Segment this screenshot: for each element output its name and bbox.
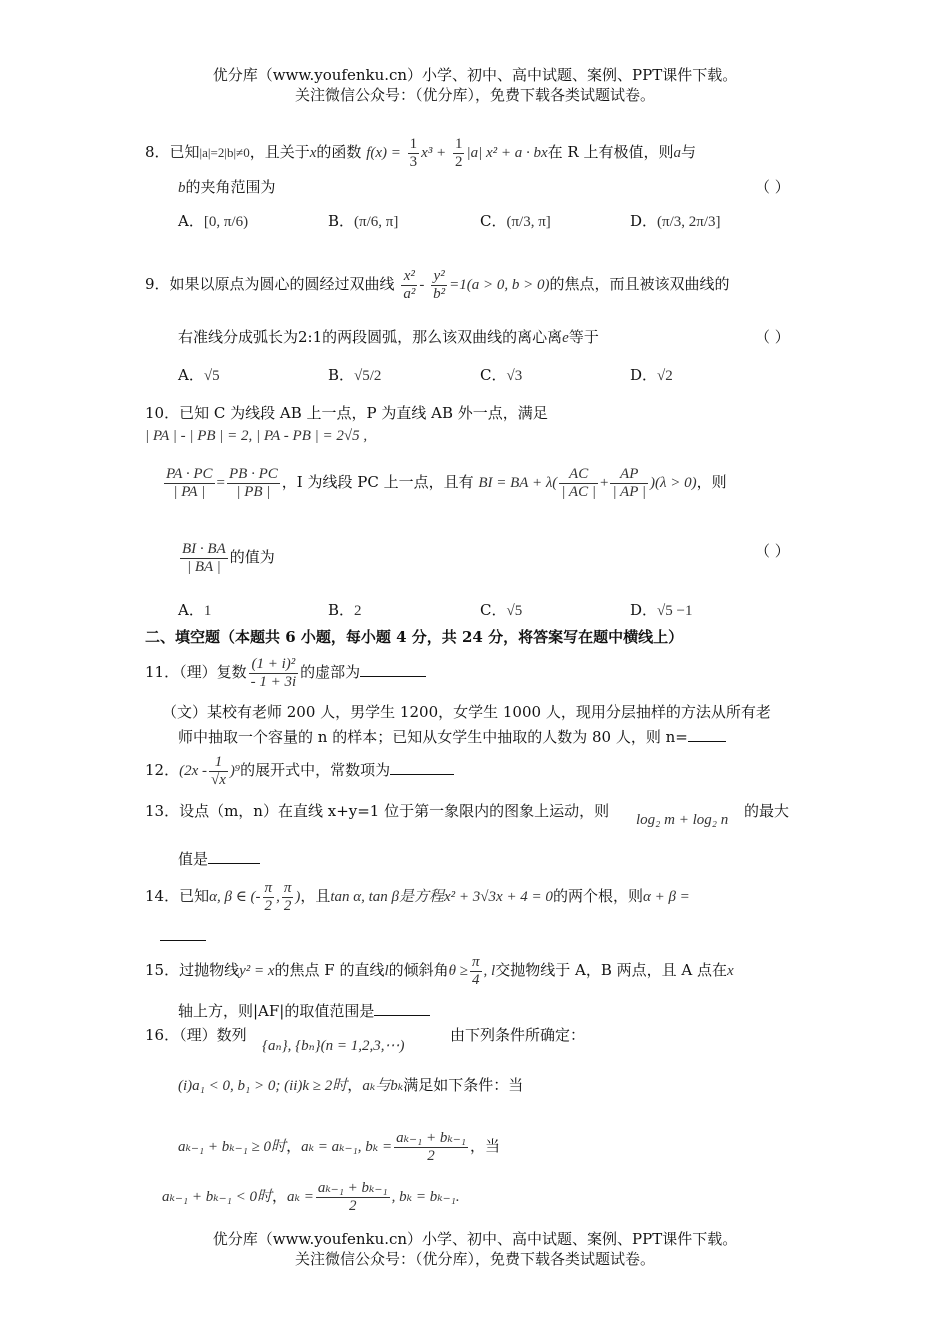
q16-frac-1: $\frac{\text{aₖ₋₁ + bₖ₋₁}}{2}$: [396, 1129, 466, 1164]
q14-close: ): [295, 889, 301, 905]
q10-frac-bi: $\frac{BI \cdot BA}{| BA |}$: [182, 540, 226, 575]
q8-text-2: 的函数: [316, 143, 362, 161]
header-line-2: 关注微信公众号：（优分库），免费下载各类试题试卷。: [294, 86, 655, 104]
q14-equation: tan α, tan β是方程x² + 3√3x + 4 = 0: [330, 889, 553, 905]
q16-condition-2: aₖ₋₁ + bₖ₋₁ ≥ 0时，aₖ = aₖ₋₁, bₖ = $\frac{\text{aₖ₋₁ + bₖ₋₁}}{2}$ ，当: [178, 1129, 500, 1164]
q13-text: 的最大: [744, 802, 790, 820]
q9-text-2: 的焦点，而且被该双曲线的: [549, 275, 730, 293]
q16-ak-bk: aₖ与bₖ: [362, 1078, 404, 1094]
question-10-line-1: 10．已知 C 为线段 AB 上一点，P 为直线 AB 外一点，满足: [145, 404, 548, 422]
footer-line-1: 优分库（www.youfenku.cn）小学、初中、高中试题、案例、PPT课件下载。: [212, 1230, 738, 1248]
q16-cond-2a: aₖ₋₁ + bₖ₋₁ ≥ 0时: [178, 1139, 287, 1155]
q8-answer-paren: （ ）: [755, 178, 790, 196]
q8-text: ，且关于: [249, 143, 310, 161]
q8-option-d: D．(π/3, 2π/3]: [630, 212, 721, 230]
q10-text: ，I 为线段 PC 上一点，且有: [281, 473, 474, 491]
q8-term-2: |a| x² + a · bx: [466, 145, 548, 161]
q10-frac-ac: $\frac{AC}{| AC |}$: [561, 465, 596, 500]
q16-text: 由下列条件所确定：: [450, 1026, 586, 1044]
question-9-line-1: [145, 262, 729, 306]
q16-cond-3a: aₖ₋₁ + bₖ₋₁ < 0时: [162, 1189, 272, 1205]
q16-frac-2: $\frac{\text{aₖ₋₁ + bₖ₋₁}}{2}$: [317, 1179, 388, 1214]
q15-theta: θ ≥: [448, 963, 469, 979]
q11-wen-line-2: 师中抽取一个容量的 n 的样本；已知从女学生中抽取的人数为 80 人，则 n=: [178, 726, 726, 747]
question-15-line-2: 轴上方，则|AF|的取值范围是: [178, 1000, 430, 1021]
question-13-line-1: 13．设点（m，n）在直线 x+y=1 位于第一象限内的图象上运动，则: [145, 802, 610, 820]
section-2-heading: 二、填空题（本题共 6 小题，每小题 4 分，共 24 分，将答案写在题中横线上）: [145, 628, 684, 646]
q11-answer-blank[interactable]: [360, 662, 426, 677]
question-8-line-2: [178, 176, 276, 197]
q8-option-c: C．(π/3, π]: [480, 212, 551, 230]
q16-condition-3: aₖ₋₁ + bₖ₋₁ < 0时，aₖ = $\frac{\text{aₖ₋₁ + bₖ₋₁}}{2}$ , bₖ = bₖ₋₁.: [162, 1179, 460, 1214]
q8-var-x: x: [309, 145, 317, 161]
q16-cond-1: (i)a₁ < 0, b₁ > 0; (ii)k ≥ 2时: [178, 1078, 348, 1094]
q13-log-expr: log₂ m + log₂ n: [636, 812, 729, 828]
q14-answer-blank-row: [160, 926, 206, 945]
q10-option-a: A．1: [178, 601, 212, 619]
q14-answer-blank[interactable]: [160, 926, 206, 941]
q10-text-3: 的值为: [229, 548, 275, 566]
question-13-line-2: 值是: [178, 848, 260, 869]
question-12: 12．(2x - $\frac{1}{√x}$ )⁹的展开式中，常数项为: [145, 748, 454, 792]
q9-minus: -: [419, 277, 425, 293]
footer-line-2: 关注微信公众号：（优分库），免费下载各类试题试卷。: [294, 1250, 655, 1268]
q15-parabola: y² = x: [239, 963, 275, 979]
q10-option-b: B．2: [328, 601, 362, 619]
q14-frac-2: $\frac{\pi}{2}$: [283, 879, 292, 914]
q10-condition-2: [162, 458, 727, 506]
q11-wen-answer-blank[interactable]: [688, 727, 726, 742]
q10-condition-1: | PA | - | PB | = 2, | PA - PB | = 2√5 ,: [145, 428, 368, 444]
q8-frac-one-half: $\frac{1}{2}$: [454, 135, 463, 170]
q16-cond-2c: aₖ = aₖ₋₁, bₖ =: [301, 1139, 393, 1155]
q14-sum: α + β =: [642, 889, 690, 905]
q10-text-2: ，则: [696, 473, 727, 491]
header-line-1: 优分库（www.youfenku.cn）小学、初中、高中试题、案例、PPT课件下载。: [212, 66, 738, 84]
q14-frac-1: $\frac{\pi}{2}$: [264, 879, 273, 914]
q8-frac-one-third: $\frac{1}{3}$: [409, 135, 418, 170]
q8-text-3: 在 R 上有极值，则: [547, 143, 674, 161]
q16-cond-3c: aₖ =: [286, 1189, 314, 1205]
q15-answer-blank[interactable]: [374, 1001, 430, 1016]
q12-answer-blank[interactable]: [390, 760, 454, 775]
q10-eq: =: [216, 475, 226, 491]
q16-cond-3d: , bₖ = bₖ₋₁.: [391, 1189, 460, 1205]
q9-option-d: D．√2: [630, 366, 673, 384]
q10-frac-ap: $\frac{AP}{| AP |}$: [612, 465, 646, 500]
q10-vec-end: )(λ > 0): [649, 475, 697, 491]
q9-frac-x: $\frac{\text{x²}}{\text{a²}}$: [403, 267, 416, 302]
q8-number: 8．已知: [145, 143, 200, 161]
q14-comma: ,: [276, 889, 280, 905]
q14-expr: α, β ∈ (-: [209, 889, 261, 905]
q15-frac: $\frac{\pi}{4}$: [472, 953, 480, 988]
q9-option-a: A．√5: [178, 366, 220, 384]
question-14: 14．已知α, β ∈ (- $\frac{\pi}{2}$ , $\frac{\pi}{2}$ )，且tan α, tan β是方程x² + 3√3x + 4 = 0的两个根，则α + β =: [145, 879, 690, 914]
q10-answer-paren: （ ）: [755, 542, 790, 560]
q8-text-4: 与: [681, 143, 697, 161]
question-15-line-1: 15．过抛物线y² = x的焦点 F 的直线l的倾斜角θ ≥ $\frac{\pi}{4}$ , l交抛物线于 A，B 两点，且 A 点在x: [145, 953, 734, 988]
q12-expr-b: )⁹: [229, 763, 241, 779]
q8-vec-b: b: [178, 180, 186, 196]
q16-sequences: {aₙ}, {bₙ}(n = 1,2,3,⋯): [262, 1038, 405, 1054]
question-8-line-1: [145, 132, 696, 172]
q15-line-l: l: [384, 963, 389, 979]
q8-angle-text: 的夹角范围为: [185, 178, 276, 196]
q10-option-d: D．√5 −1: [630, 601, 693, 619]
q8-term: x³ +: [421, 145, 447, 161]
q10-option-c: C．√5: [480, 601, 523, 619]
q8-function: f(x) =: [366, 145, 401, 161]
q13-answer-blank[interactable]: [208, 849, 260, 864]
q10-vec-eq: BI = BA + λ(: [478, 475, 558, 491]
question-9-line-2: 右准线分成弧长为2:1的两段圆弧，那么该双曲线的离心离e等于: [178, 328, 599, 346]
q12-expr-a: (2x -: [179, 763, 207, 779]
q8-condition: |a|=2|b|≠0: [199, 145, 250, 160]
q9-var-e: e: [562, 330, 569, 346]
q9-option-c: C．√3: [480, 366, 523, 384]
q16-condition-1: (i)a₁ < 0, b₁ > 0; (ii)k ≥ 2时，aₖ与bₖ满足如下条件：当: [178, 1076, 524, 1094]
question-11-line-1: 11．（理）复数 $\frac{\text{(1 + i)²}}{- 1 + 3i}$ 的虚部为: [145, 650, 426, 694]
q9-option-b: B．√5/2: [328, 366, 382, 384]
q8-option-b: B．(π/6, π]: [328, 212, 399, 230]
q10-frac-pb: $\frac{PB \cdot PC}{| PB |}$: [229, 465, 278, 500]
q15-l: , l: [483, 963, 496, 979]
q9-answer-paren: （ ）: [755, 328, 790, 346]
q11-wen-line-1: （文）某校有老师 200 人，男学生 1200，女学生 1000 人，现用分层抽样的方法从所有老: [162, 703, 771, 721]
q10-plus: +: [599, 475, 609, 491]
q8-vec-a: a: [673, 145, 681, 161]
q9-eq-rest: =1(a > 0, b > 0): [449, 277, 550, 293]
q9-text: 9．如果以原点为圆心的圆经过双曲线: [145, 275, 395, 293]
q9-frac-y: $\frac{\text{y²}}{\text{b²}}$: [433, 267, 446, 302]
q8-option-a: A．[0, π/6): [178, 212, 249, 230]
q12-frac: $\frac{1}{√x}$: [211, 753, 226, 788]
q11-frac: $\frac{\text{(1 + i)²}}{- 1 + 3i}$: [250, 655, 297, 690]
q15-var-x: x: [726, 963, 734, 979]
q10-frac-pa: $\frac{PA \cdot PC}{| PA |}$: [166, 465, 213, 500]
question-16-label: 16．（理）数列: [145, 1026, 247, 1044]
q10-value-line: [178, 534, 275, 580]
